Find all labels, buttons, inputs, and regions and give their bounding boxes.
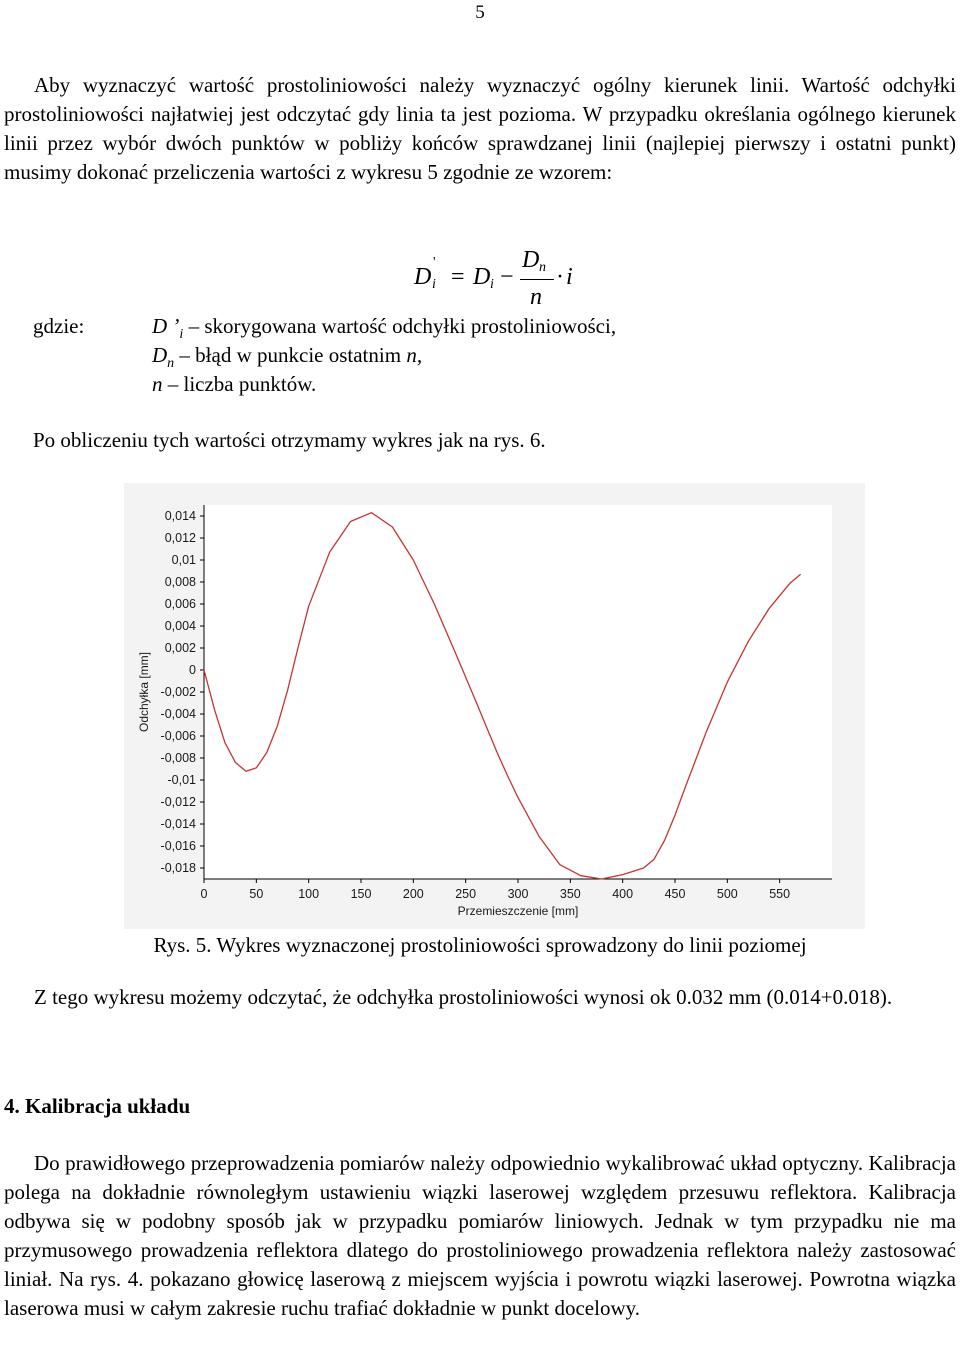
- definition-text: – liczba punktów.: [162, 372, 317, 396]
- y-tick-label: 0,014: [164, 509, 196, 523]
- y-tick-label: -0,014: [160, 817, 196, 831]
- definition-tail: n,: [406, 343, 423, 367]
- x-tick-label: 450: [664, 887, 686, 901]
- formula-denominator: n: [530, 284, 542, 310]
- definition-symbol: D ’: [152, 314, 180, 338]
- y-tick-label: 0,002: [164, 641, 196, 655]
- formula-numerator: D: [522, 247, 540, 273]
- chart-svg: [124, 483, 865, 929]
- formula-dot: ·: [556, 264, 564, 290]
- x-tick-label: 250: [455, 887, 477, 901]
- definition-symbol: D: [152, 343, 168, 367]
- x-tick-label: 50: [249, 887, 264, 901]
- y-tick-label: -0,012: [160, 795, 196, 809]
- y-tick-label: -0,002: [160, 685, 196, 699]
- formula-lhs-sub: i: [432, 277, 436, 292]
- plot-area: [204, 505, 832, 879]
- section-heading: 4. Kalibracja układu: [4, 1094, 191, 1118]
- y-axis-title: Odchyłka [mm]: [137, 651, 151, 733]
- definition-item: [152, 370, 316, 399]
- page-number: 5: [475, 2, 485, 23]
- definition-sub: n: [167, 356, 175, 372]
- definition-text: – skorygowana wartość odchyłki prostoliniowości,: [183, 314, 617, 338]
- x-tick-label: 300: [507, 887, 529, 901]
- paragraph-intro: Aby wyznaczyć wartość prostoliniowości należy wyznaczyć ogólny kierunek linii. Wartość odchyłki prostoliniowości najłatwiej jest odczytać gdy linia ta jest pozioma. W przypadku określania ogólnego kierunek linii przez wybór dwóch punktów w pobliży końców sprawdzanej linii (najlepiej pierwszy i ostatni punkt) musimy dokonać przeliczenia wartości z wykresu 5 zgodnie ze wzorem:: [4, 73, 956, 184]
- y-tick-label: -0,018: [160, 861, 196, 875]
- definition-sub: i: [179, 327, 184, 343]
- formula-numerator-sub: n: [539, 260, 546, 275]
- x-tick-label: 200: [402, 887, 424, 901]
- definitions-label: gdzie:: [33, 314, 85, 338]
- x-tick-label: 500: [716, 887, 738, 901]
- y-tick-label: -0,01: [167, 773, 196, 787]
- y-tick-label: 0,012: [164, 531, 196, 545]
- y-tick-label: 0: [189, 663, 196, 677]
- chart: [124, 483, 865, 929]
- formula-rhs-d: D: [473, 264, 491, 290]
- x-tick-label: 400: [612, 887, 634, 901]
- y-tick-label: 0,01: [171, 553, 196, 567]
- y-tick-label: 0,004: [164, 619, 196, 633]
- formula-equals: =: [451, 264, 465, 290]
- x-tick-label: 550: [769, 887, 791, 901]
- y-tick-label: 0,008: [164, 575, 196, 589]
- formula-i: i: [566, 264, 573, 290]
- y-tick-label: -0,008: [160, 751, 196, 765]
- formula-rhs-sub: i: [490, 277, 494, 292]
- formula-minus: −: [500, 264, 514, 290]
- x-axis-title: Przemieszczenie [mm]: [457, 904, 579, 918]
- y-tick-label: -0,006: [160, 729, 196, 743]
- formula-lhs: D: [414, 264, 432, 290]
- paragraph-calibration: Do prawidłowego przeprowadzenia pomiarów należy odpowiednio wykalibrować układ optyczny. Kalibracja polega na dokładnie równoległym ustawieniu wiązki laserowej względem przesuwu reflektora. Kalibracja odbywa się w podobny sposób jak w przypadku pomiarów liniowych. Jednak w tym przypadku nie ma przymusowego prowadzenia reflektora dlatego do prostoliniowego prowadzenia reflektora należy zastosować liniał. Na rys. 4. pokazano głowicę laserową z miejscem wyjścia i powrotu wiązki laserowej. Powrotna wiązka laserowa musi w całym zakresie ruchu trafiać dokładnie w punkt docelowy.: [4, 1151, 956, 1320]
- x-tick-label: 0: [200, 887, 208, 901]
- paragraph-reading: Z tego wykresu możemy odczytać, że odchyłka prostoliniowości wynosi ok 0.032 mm (0.014+0.018).: [34, 985, 893, 1009]
- definition-symbol: n: [152, 372, 163, 396]
- x-tick-label: 100: [298, 887, 320, 901]
- fraction-bar: [520, 279, 554, 280]
- x-tick-label: 150: [350, 887, 372, 901]
- y-tick-label: -0,016: [160, 839, 196, 853]
- formula-prime: ': [433, 255, 436, 270]
- y-tick-label: 0,006: [164, 597, 196, 611]
- definition-text: – błąd w punkcie ostatnim: [174, 343, 407, 367]
- y-tick-label: -0,004: [160, 707, 196, 721]
- figure-caption: Rys. 5. Wykres wyznaczonej prostoliniowości sprowadzony do linii poziomej: [153, 933, 807, 957]
- x-tick-label: 350: [559, 887, 581, 901]
- paragraph-result: Po obliczeniu tych wartości otrzymamy wykres jak na rys. 6.: [33, 428, 546, 452]
